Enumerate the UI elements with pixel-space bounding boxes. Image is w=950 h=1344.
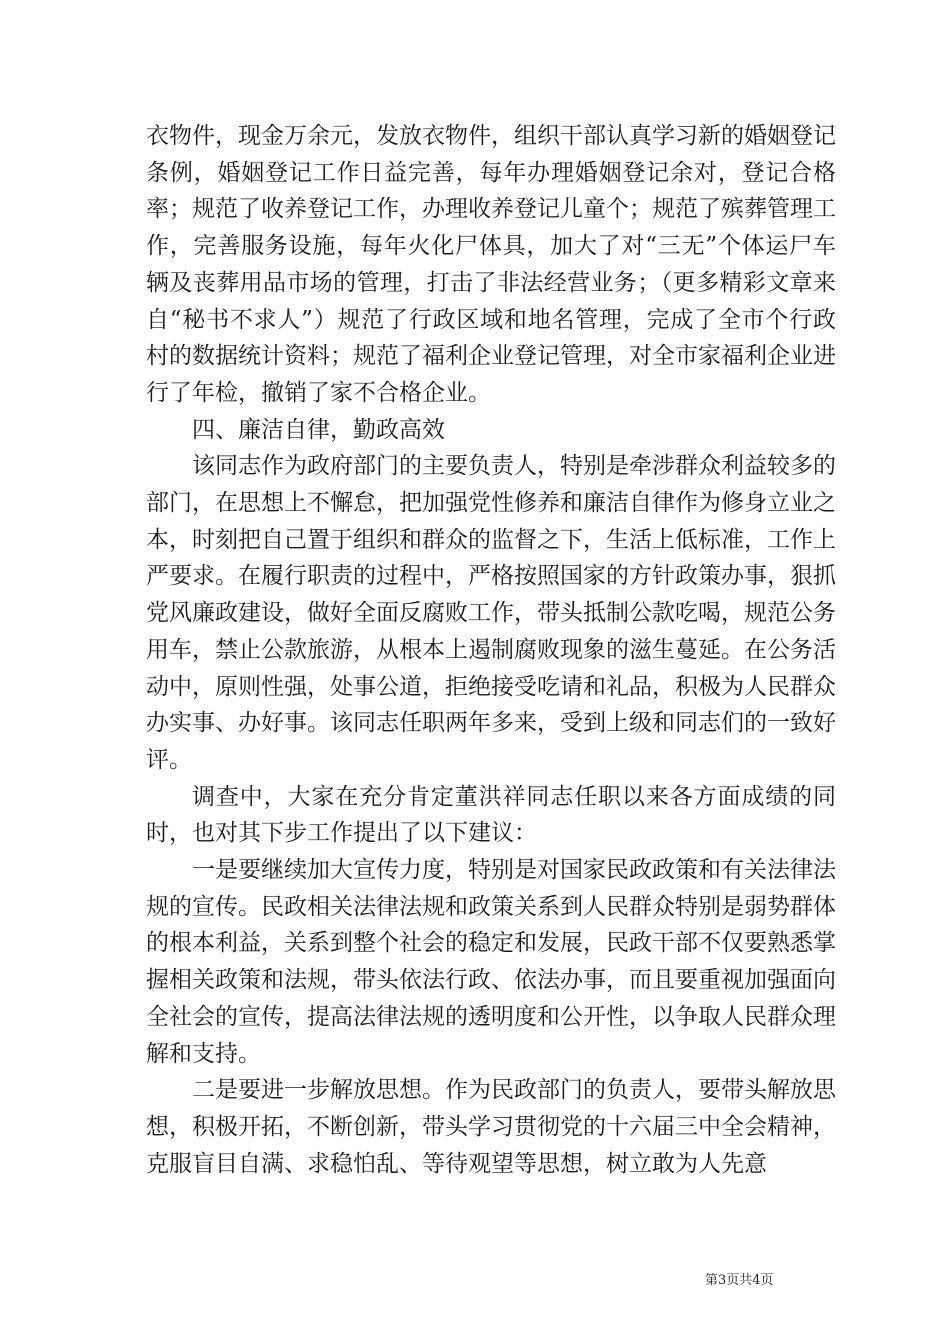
- paragraph: 调查中，大家在充分肯定董洪祥同志任职以来各方面成绩的同时，也对其下步工作提出了以下建议：: [146, 783, 836, 847]
- paragraph: 二是要进一步解放思想。作为民政部门的负责人，要带头解放思想，积极开拓，不断创新，带头学习贯彻党的十六届三中全会精神，克服盲目自满、求稳怕乱、等待观望等思想，树立敢为人先意: [146, 1077, 836, 1177]
- page-number-footer: 第3页共4页: [705, 1273, 774, 1288]
- paragraph: 该同志作为政府部门的主要负责人，特别是牵涉群众利益较多的部门，在思想上不懈怠，把加强党性修养和廉洁自律作为修身立业之本，时刻把自己置于组织和群众的监督之下，生活上低标准，工作上严要求。在履行职责的过程中，严格按照国家的方针政策办事，狠抓党风廉政建设，做好全面反腐败工作，带头抵制公款吃喝，规范公务用车，禁止公款旅游，从根本上遏制腐败现象的滋生蔓延。在公务活动中，原则性强，处事公道，拒绝接受吃请和礼品，积极为人民群众办实事、办好事。该同志任职两年多来，受到上级和同志们的一致好评。: [146, 453, 836, 773]
- paragraph-continued: 衣物件，现金万余元，发放衣物件，组织干部认真学习新的婚姻登记条例，婚姻登记工作日益完善，每年办理婚姻登记余对，登记合格率；规范了收养登记工作，办理收养登记儿童个；规范了殡葬管理工作，完善服务设施，每年火化尸体具，加大了对“三无”个体运尸车辆及丧葬用品市场的管理，打击了非法经营业务；（更多精彩文章来自“秘书不求人”）规范了行政区域和地名管理，完成了全市个行政村的数据统计资料；规范了福利企业登记管理，对全市家福利企业进行了年检，撤销了家不合格企业。: [146, 123, 836, 406]
- document-body: [146, 118, 836, 1182]
- section-heading: 四、廉洁自律，勤政高效: [192, 416, 445, 443]
- paragraph: 一是要继续加大宣传力度，特别是对国家民政政策和有关法律法规的宣传。民政相关法律法规和政策关系到人民群众特别是弱势群体的根本利益，关系到整个社会的稳定和发展，民政干部不仅要熟悉掌握相关政策和法规，带头依法行政、依法办事，而且要重视加强面向全社会的宣传，提高法律法规的透明度和公开性，以争取人民群众理解和支持。: [146, 857, 836, 1067]
